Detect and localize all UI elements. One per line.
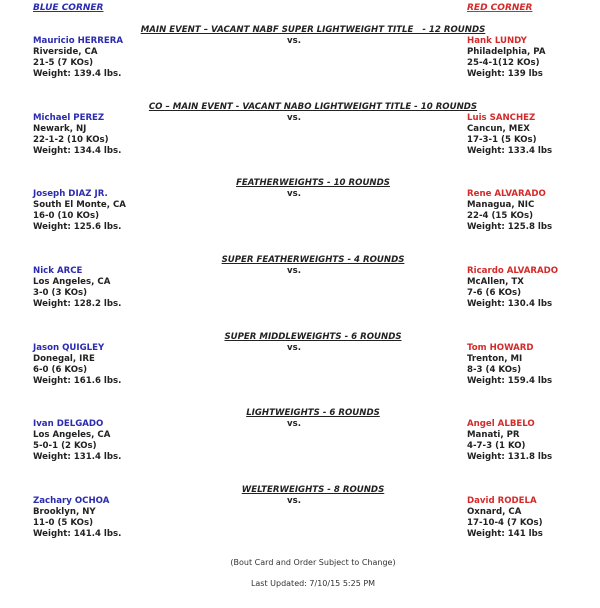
blue-corner-fighter [33,113,121,157]
blue-corner-fighter [33,419,121,463]
fighter-weight: Weight: 125.6 lbs. [33,222,122,232]
fighter-weight: Weight: 130.4 lbs [467,299,553,309]
fighter-weight: Weight: 159.4 lbs [467,376,553,386]
fighter-hometown: Philadelphia, PA [467,47,546,57]
fighter-weight: Weight: 131.8 lbs [467,452,553,462]
bout-title: LIGHTWEIGHTS - 6 ROUNDS [246,408,380,418]
fighter-record: 25-4-1(12 KOs) [467,58,540,68]
red-corner-fighter [467,343,552,387]
fighter-name: Angel ALBELO [467,419,535,429]
fighter-hometown: Los Angeles, CA [33,277,111,287]
blue-corner-fighter [33,266,121,310]
fighter-weight: Weight: 133.4 lbs [467,146,553,156]
vs-label: vs. [287,496,301,506]
red-corner-heading: RED CORNER [467,3,533,13]
fighter-hometown: Riverside, CA [33,47,98,57]
bout-title: FEATHERWEIGHTS - 10 ROUNDS [236,178,390,188]
blue-corner-heading: BLUE CORNER [33,3,104,13]
bout [0,408,600,478]
vs-label: vs. [287,343,301,353]
fighter-weight: Weight: 141 lbs [467,529,543,539]
bout [0,485,600,555]
fighter-hometown: Oxnard, CA [467,507,522,517]
fighter-name: Rene ALVARADO [467,189,546,199]
fighter-name: Zachary OCHOA [33,496,110,506]
disclaimer: (Bout Card and Order Subject to Change) [230,558,396,567]
blue-corner-fighter [33,189,126,233]
fighter-hometown: Newark, NJ [33,124,87,134]
fighter-name: Ricardo ALVARADO [467,266,559,276]
fighter-weight: Weight: 131.4 lbs. [33,452,122,462]
bout [0,25,600,95]
fighter-weight: Weight: 128.2 lbs. [33,299,122,309]
fighter-weight: Weight: 139 lbs [467,69,543,79]
fighter-record: 8-3 (4 KOs) [467,365,522,375]
fighter-name: David RODELA [467,496,537,506]
last-updated: Last Updated: 7/10/15 5:25 PM [250,579,376,588]
fighter-hometown: Manati, PR [467,430,520,440]
fighter-name: Luis SANCHEZ [467,113,536,123]
bout [0,178,600,248]
fighter-record: 17-3-1 (5 KOs) [467,135,537,145]
vs-label: vs. [287,419,301,429]
red-corner-fighter [467,189,552,233]
fighter-name: Ivan DELGADO [33,419,104,429]
vs-label: vs. [287,189,301,199]
bout-title: CO – MAIN EVENT - VACANT NABO LIGHTWEIGHT TITLE - 10 ROUNDS [148,102,478,112]
bout-title: WELTERWEIGHTS - 8 ROUNDS [241,485,385,495]
vs-label: vs. [287,113,301,123]
vs-label: vs. [287,266,301,276]
fighter-name: Hank LUNDY [467,36,527,46]
fighter-name: Michael PEREZ [33,113,105,123]
blue-corner-fighter [33,496,121,540]
fighter-record: 22-4 (15 KOs) [467,211,533,221]
fighter-name: Mauricio HERRERA [33,36,124,46]
red-corner-fighter [467,496,543,540]
fighter-hometown: Los Angeles, CA [33,430,111,440]
fighter-hometown: Trenton, MI [467,354,523,364]
bout [0,255,600,325]
fighter-name: Jason QUIGLEY [33,343,105,353]
fighter-hometown: Donegal, IRE [33,354,95,364]
fighter-weight: Weight: 139.4 lbs. [33,69,122,79]
fighter-hometown: McAllen, TX [467,277,524,287]
fighter-weight: Weight: 134.4 lbs. [33,146,122,156]
bout-title: SUPER MIDDLEWEIGHTS - 6 ROUNDS [224,332,402,342]
fighter-weight: Weight: 125.8 lbs [467,222,553,232]
fighter-record: 7-6 (6 KOs) [467,288,522,298]
fighter-weight: Weight: 141.4 lbs. [33,529,122,539]
fighter-record: 17-10-4 (7 KOs) [467,518,543,528]
fighter-record: 16-0 (10 KOs) [33,211,99,221]
fighter-name: Tom HOWARD [467,343,534,353]
fighter-hometown: South El Monte, CA [33,200,126,210]
blue-corner-fighter [33,36,123,80]
fighter-record: 4-7-3 (1 KO) [467,441,526,451]
fighter-record: 3-0 (3 KOs) [33,288,88,298]
blue-corner-fighter [33,343,121,387]
red-corner-fighter [467,419,552,463]
bout-title: SUPER FEATHERWEIGHTS - 4 ROUNDS [221,255,405,265]
fighter-record: 6-0 (6 KOs) [33,365,88,375]
red-corner-fighter [467,36,545,80]
vs-label: vs. [287,36,301,46]
red-corner-fighter [467,113,552,157]
fighter-record: 21-5 (7 KOs) [33,58,94,68]
fighter-hometown: Cancun, MEX [467,124,530,134]
fighter-hometown: Brooklyn, NY [33,507,96,517]
fighter-record: 5-0-1 (2 KOs) [33,441,97,451]
fighter-record: 11-0 (5 KOs) [33,518,94,528]
bout-title: MAIN EVENT – VACANT NABF SUPER LIGHTWEIGHT TITLE - 12 ROUNDS [140,25,486,35]
fighter-record: 22-1-2 (10 KOs) [33,135,109,145]
fighter-name: Nick ARCE [33,266,83,276]
fighter-hometown: Managua, NIC [467,200,535,210]
fighter-weight: Weight: 161.6 lbs. [33,376,122,386]
red-corner-fighter [467,266,558,310]
bout [0,102,600,172]
bout [0,332,600,402]
fighter-name: Joseph DIAZ JR. [33,189,108,199]
